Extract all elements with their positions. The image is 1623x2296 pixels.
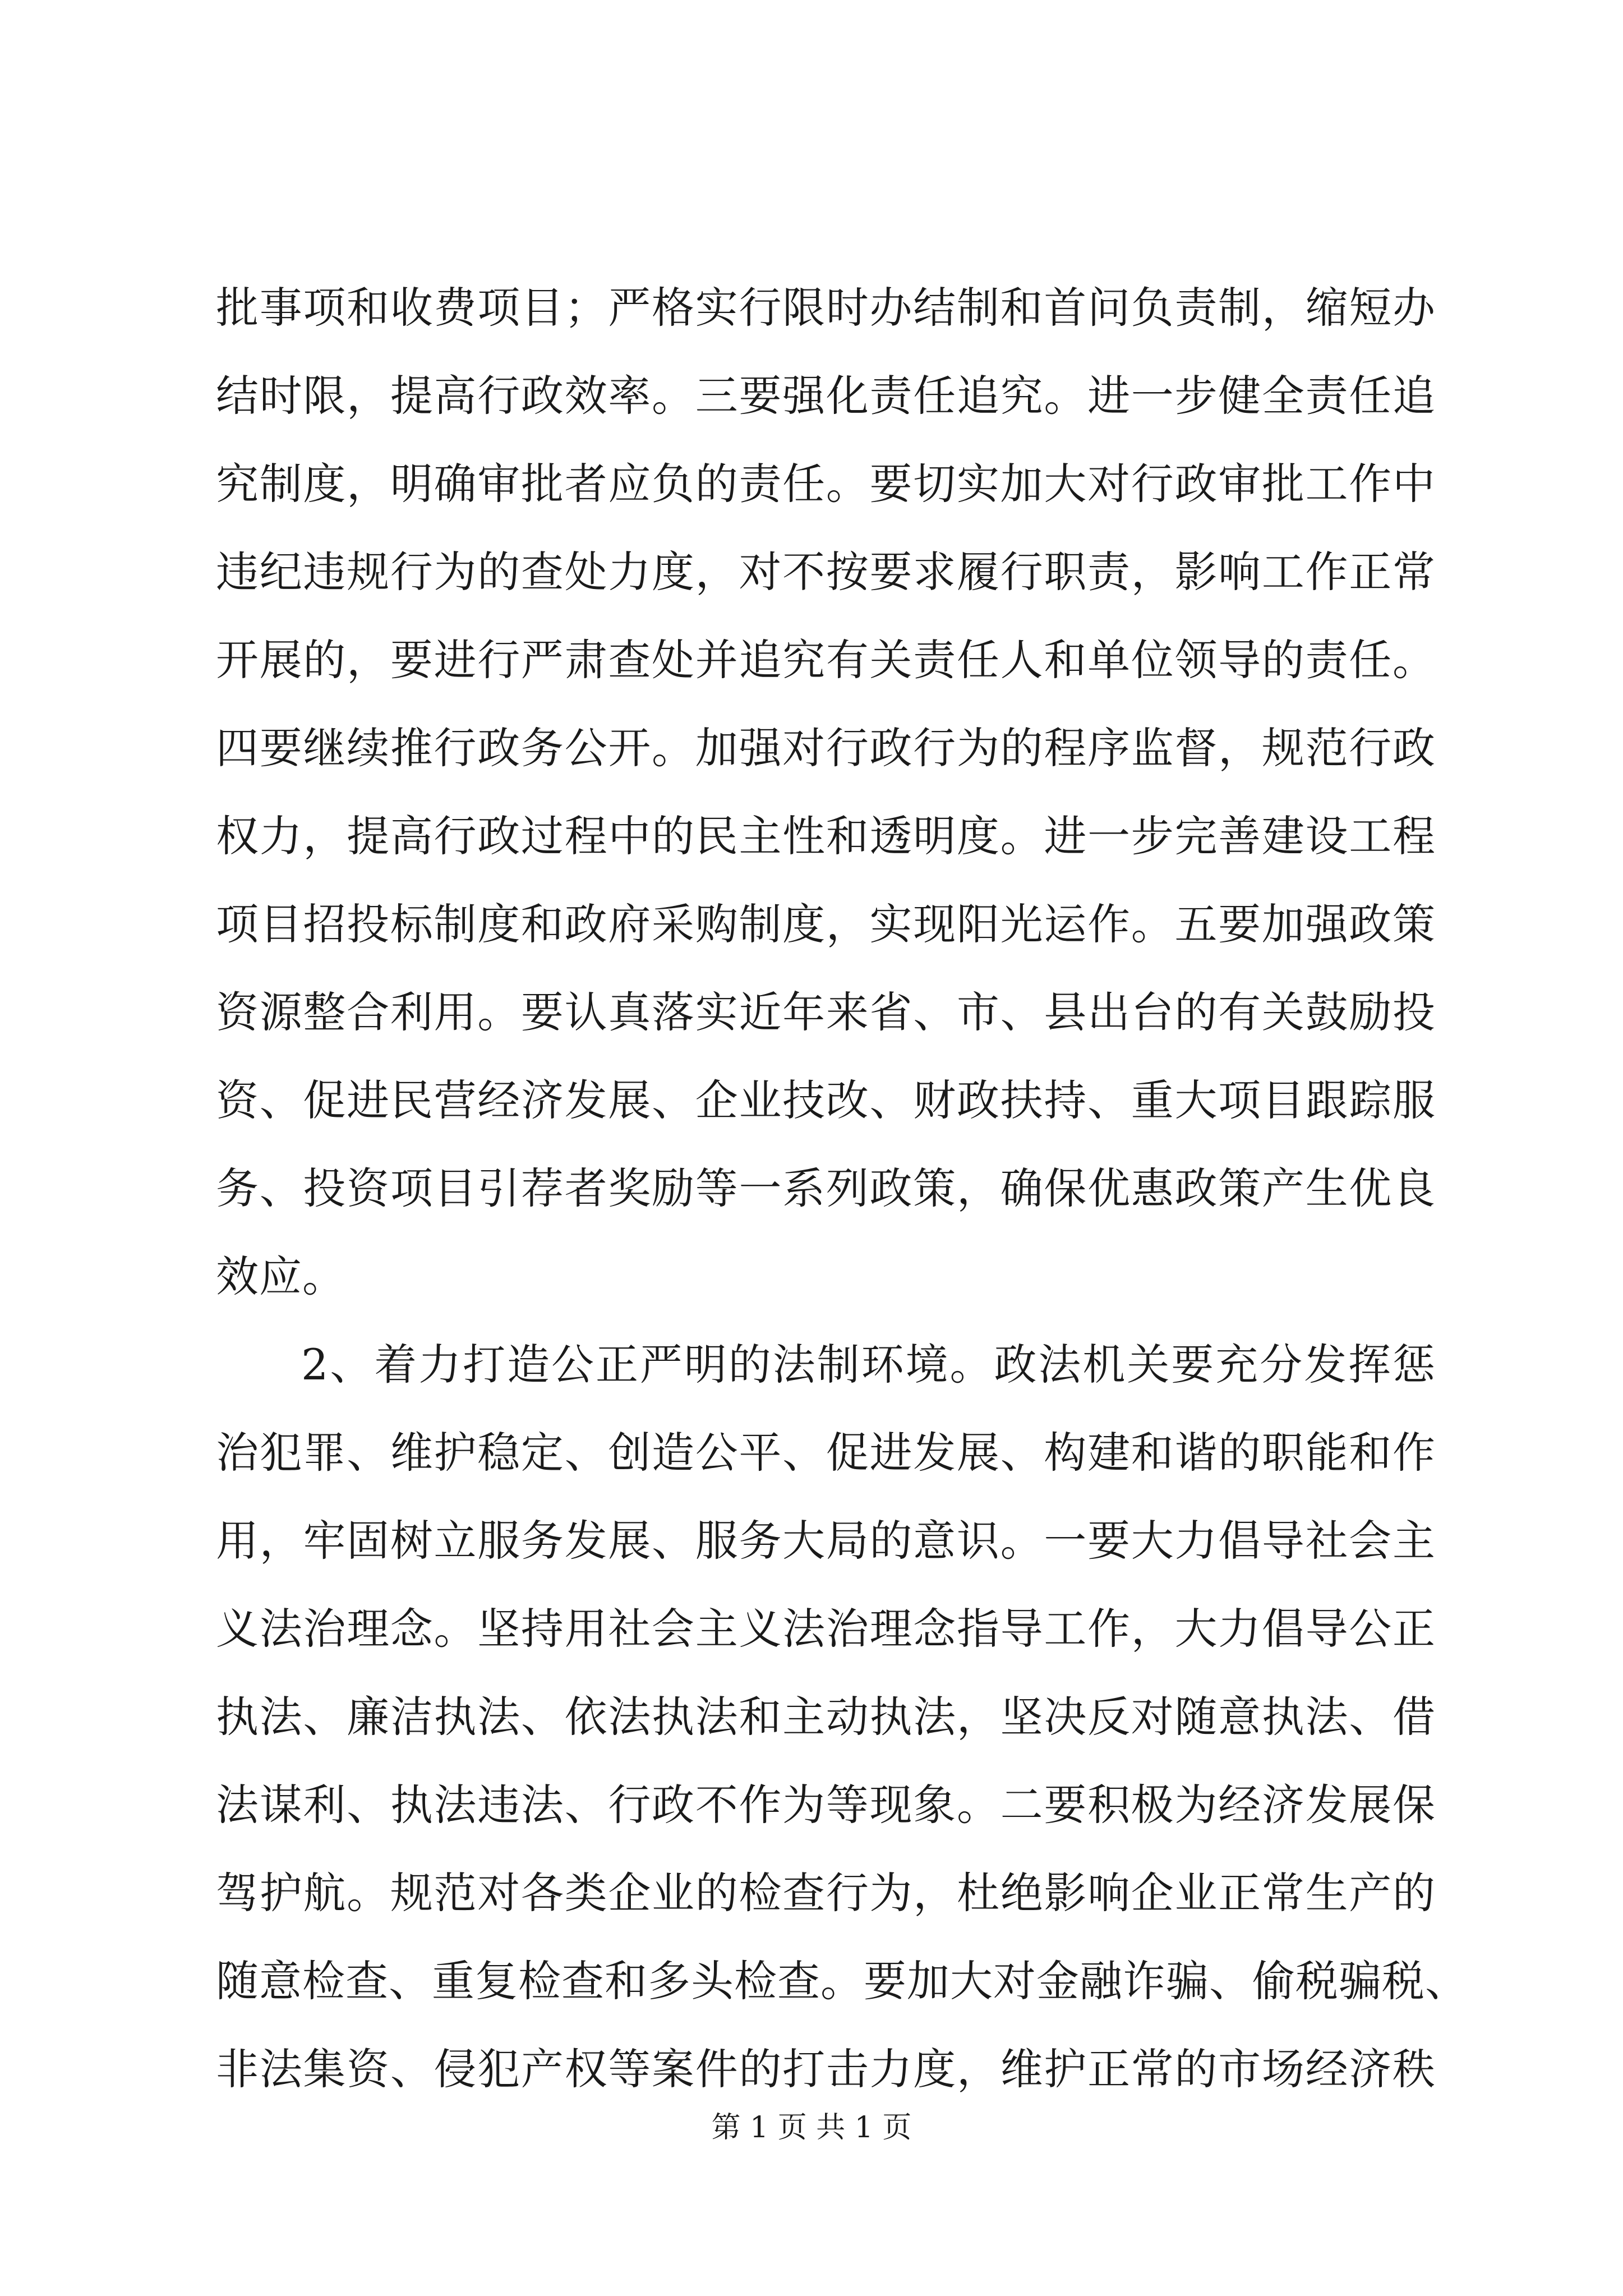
text-line: 项目招投标制度和政府采购制度，实现阳光运作。五要加强政策: [216, 899, 1436, 949]
text-line: 非法集资、侵犯产权等案件的打击力度，维护正常的市场经济秩: [216, 2044, 1436, 2094]
page-number-label: 第 1 页 共 1 页: [711, 2111, 912, 2145]
text-line: 驾护航。规范对各类企业的检查行为，杜绝影响企业正常生产的: [216, 1868, 1436, 1918]
text-line: 权力，提高行政过程中的民主性和透明度。进一步完善建设工程: [216, 811, 1436, 861]
text-line: 治犯罪、维护稳定、创造公平、促进发展、构建和谐的职能和作: [216, 1428, 1436, 1478]
page-footer: [0, 2108, 1623, 2147]
text-line: 资、促进民营经济发展、企业技改、财政扶持、重大项目跟踪服: [216, 1075, 1436, 1125]
text-line: 2、着力打造公正严明的法制环境。政法机关要充分发挥惩: [301, 1340, 1436, 1389]
text-line: 开展的，要进行严肃查处并追究有关责任人和单位领导的责任。: [216, 635, 1436, 685]
text-line: 四要继续推行政务公开。加强对行政行为的程序监督，规范行政: [216, 723, 1436, 773]
text-line: 义法治理念。坚持用社会主义法治理念指导工作，大力倡导公正: [216, 1604, 1436, 1654]
text-line: 违纪违规行为的查处力度，对不按要求履行职责，影响工作正常: [216, 547, 1436, 597]
text-line: 批事项和收费项目；严格实行限时办结制和首问负责制，缩短办: [216, 283, 1436, 333]
text-line: 法谋利、执法违法、行政不作为等现象。二要积极为经济发展保: [216, 1780, 1436, 1830]
text-line: 结时限，提高行政效率。三要强化责任追究。进一步健全责任追: [216, 371, 1436, 421]
document-body: [216, 264, 1468, 2113]
text-line: 执法、廉洁执法、依法执法和主动执法，坚决反对随意执法、借: [216, 1692, 1436, 1742]
text-line: 用，牢固树立服务发展、服务大局的意识。一要大力倡导社会主: [216, 1516, 1436, 1566]
text-line: 务、投资项目引荐者奖励等一系列政策，确保优惠政策产生优良: [216, 1163, 1436, 1213]
text-line: 究制度，明确审批者应负的责任。要切实加大对行政审批工作中: [216, 459, 1436, 509]
text-line: 随意检查、重复检查和多头检查。要加大对金融诈骗、偷税骗税、: [216, 1956, 1468, 2006]
text-line: 资源整合利用。要认真落实近年来省、市、县出台的有关鼓励投: [216, 987, 1436, 1037]
text-line: 效应。: [216, 1251, 345, 1301]
